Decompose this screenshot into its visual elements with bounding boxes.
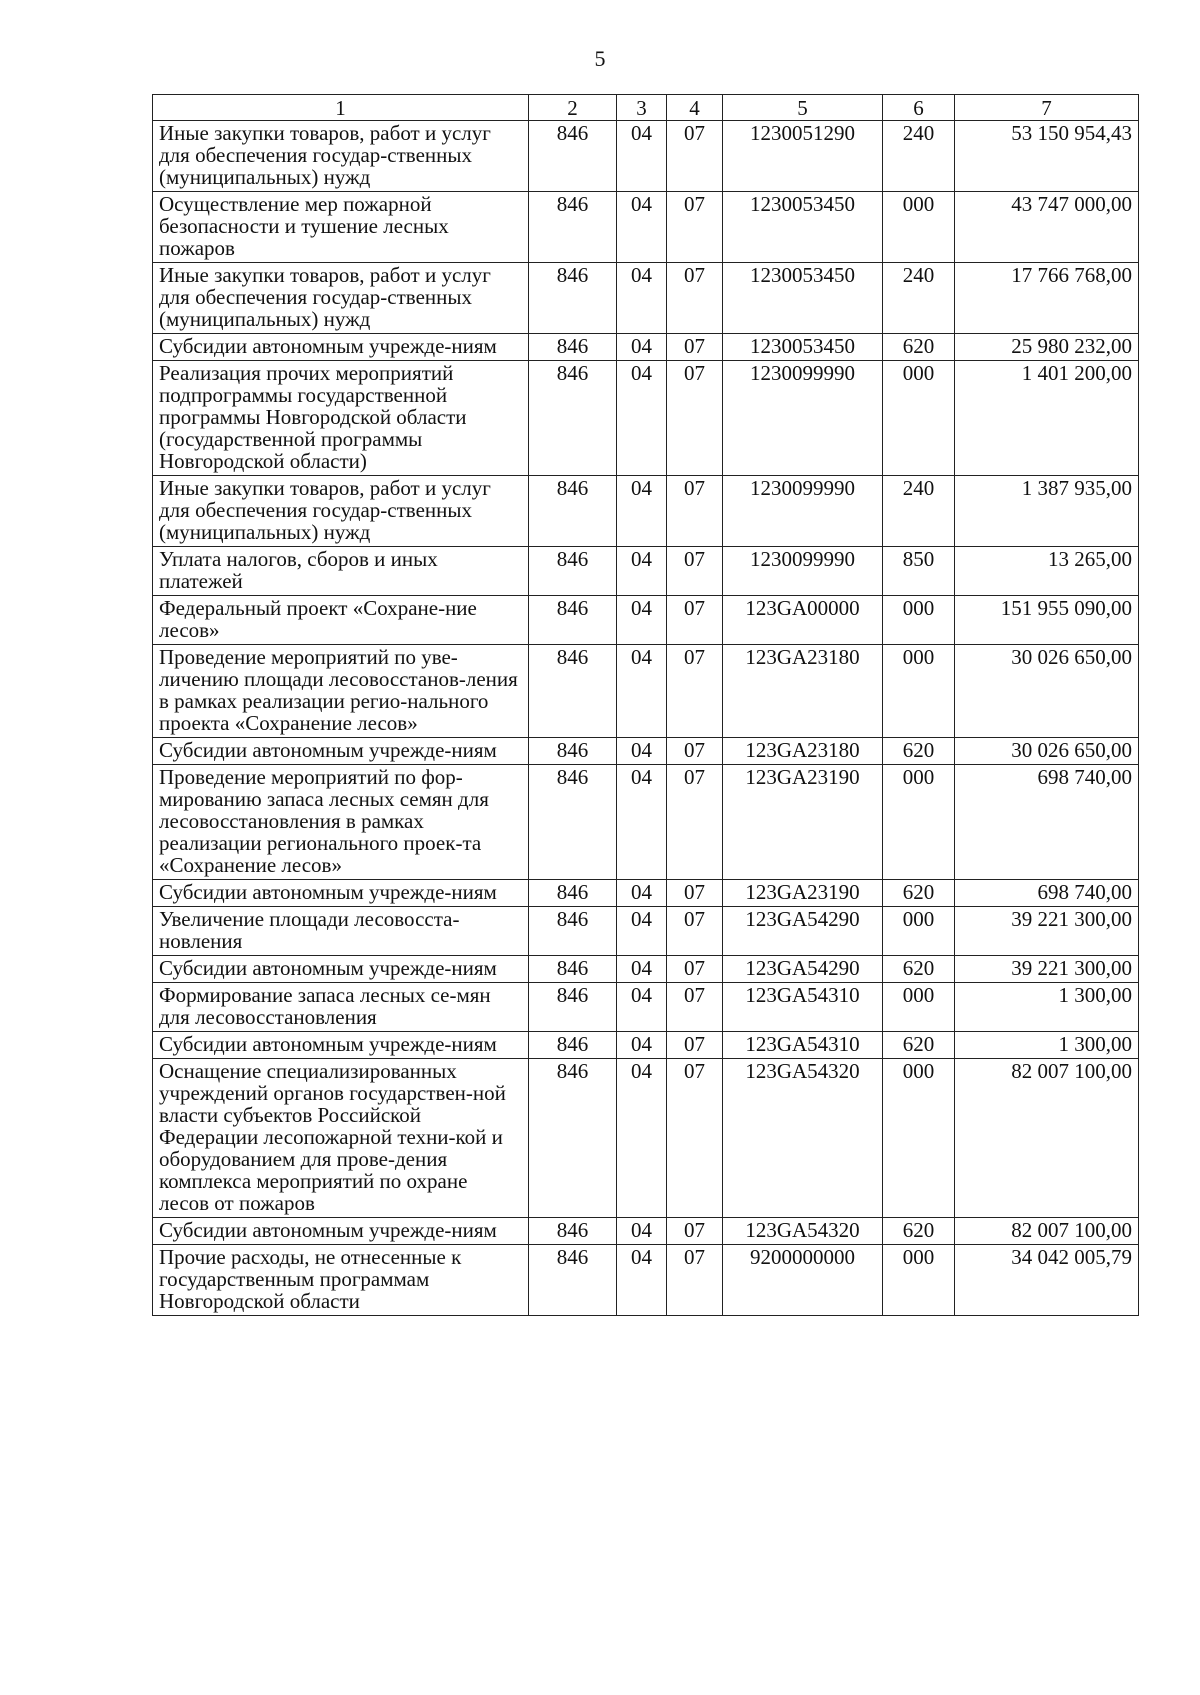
- section-code-cell: 04: [617, 983, 667, 1032]
- ministry-code-cell: 846: [529, 596, 617, 645]
- expense-type-cell: 850: [883, 547, 955, 596]
- expense-name-cell: Реализация прочих мероприятий подпрограммы государственной программы Новгородской области (государственной программы Новгородской области): [153, 361, 529, 476]
- amount-cell: 43 747 000,00: [955, 192, 1139, 263]
- expense-type-cell: 000: [883, 907, 955, 956]
- table-row: [153, 907, 1139, 956]
- expense-type-cell: 000: [883, 1059, 955, 1218]
- column-header: 4: [667, 95, 723, 121]
- expense-name-cell: Проведение мероприятий по уве-личению площади лесовосстанов-ления в рамках реализации регио-нального проекта «Сохранение лесов»: [153, 645, 529, 738]
- amount-cell: 53 150 954,43: [955, 121, 1139, 192]
- section-code-cell: 04: [617, 263, 667, 334]
- section-code-cell: 04: [617, 1059, 667, 1218]
- amount-cell: 13 265,00: [955, 547, 1139, 596]
- amount-cell: 1 300,00: [955, 1032, 1139, 1059]
- amount-cell: 25 980 232,00: [955, 334, 1139, 361]
- subsection-code-cell: 07: [667, 765, 723, 880]
- table-row: [153, 361, 1139, 476]
- expense-type-cell: 620: [883, 738, 955, 765]
- target-article-cell: 123GA00000: [723, 596, 883, 645]
- expense-type-cell: 620: [883, 1218, 955, 1245]
- section-code-cell: 04: [617, 907, 667, 956]
- section-code-cell: 04: [617, 192, 667, 263]
- expense-name-cell: Осуществление мер пожарной безопасности и тушение лесных пожаров: [153, 192, 529, 263]
- subsection-code-cell: 07: [667, 738, 723, 765]
- budget-table: [152, 94, 1139, 1316]
- subsection-code-cell: 07: [667, 121, 723, 192]
- table-row: [153, 765, 1139, 880]
- expense-name-cell: Проведение мероприятий по фор-мированию запаса лесных семян для лесовосстановления в рамках реализации регионального проек-та «Сохранение лесов»: [153, 765, 529, 880]
- amount-cell: 30 026 650,00: [955, 645, 1139, 738]
- expense-name-cell: Увеличение площади лесовосста-новления: [153, 907, 529, 956]
- section-code-cell: 04: [617, 738, 667, 765]
- amount-cell: 1 300,00: [955, 983, 1139, 1032]
- table-row: [153, 738, 1139, 765]
- ministry-code-cell: 846: [529, 192, 617, 263]
- ministry-code-cell: 846: [529, 907, 617, 956]
- ministry-code-cell: 846: [529, 765, 617, 880]
- subsection-code-cell: 07: [667, 192, 723, 263]
- section-code-cell: 04: [617, 765, 667, 880]
- target-article-cell: 123GA54320: [723, 1059, 883, 1218]
- subsection-code-cell: 07: [667, 956, 723, 983]
- table-row: [153, 983, 1139, 1032]
- subsection-code-cell: 07: [667, 1059, 723, 1218]
- target-article-cell: 1230099990: [723, 361, 883, 476]
- subsection-code-cell: 07: [667, 596, 723, 645]
- target-article-cell: 123GA54290: [723, 956, 883, 983]
- target-article-cell: 123GA54310: [723, 983, 883, 1032]
- section-code-cell: 04: [617, 596, 667, 645]
- table-row: [153, 334, 1139, 361]
- target-article-cell: 123GA54310: [723, 1032, 883, 1059]
- expense-type-cell: 000: [883, 983, 955, 1032]
- expense-name-cell: Субсидии автономным учрежде-ниям: [153, 956, 529, 983]
- column-header: 5: [723, 95, 883, 121]
- expense-type-cell: 000: [883, 361, 955, 476]
- table-row: [153, 956, 1139, 983]
- section-code-cell: 04: [617, 1218, 667, 1245]
- expense-name-cell: Субсидии автономным учрежде-ниям: [153, 1032, 529, 1059]
- section-code-cell: 04: [617, 334, 667, 361]
- subsection-code-cell: 07: [667, 983, 723, 1032]
- target-article-cell: 123GA54320: [723, 1218, 883, 1245]
- target-article-cell: 1230053450: [723, 334, 883, 361]
- target-article-cell: 123GA23180: [723, 738, 883, 765]
- table-row: [153, 1032, 1139, 1059]
- table-row: [153, 121, 1139, 192]
- amount-cell: 30 026 650,00: [955, 738, 1139, 765]
- ministry-code-cell: 846: [529, 547, 617, 596]
- expense-type-cell: 000: [883, 596, 955, 645]
- table-row: [153, 596, 1139, 645]
- expense-name-cell: Формирование запаса лесных се-мян для лесовосстановления: [153, 983, 529, 1032]
- ministry-code-cell: 846: [529, 1245, 617, 1316]
- ministry-code-cell: 846: [529, 645, 617, 738]
- table-row: [153, 880, 1139, 907]
- section-code-cell: 04: [617, 361, 667, 476]
- ministry-code-cell: 846: [529, 334, 617, 361]
- ministry-code-cell: 846: [529, 361, 617, 476]
- expense-name-cell: Иные закупки товаров, работ и услуг для обеспечения государ-ственных (муниципальных) нужд: [153, 263, 529, 334]
- section-code-cell: 04: [617, 1032, 667, 1059]
- expense-type-cell: 000: [883, 765, 955, 880]
- section-code-cell: 04: [617, 1245, 667, 1316]
- amount-cell: 82 007 100,00: [955, 1059, 1139, 1218]
- subsection-code-cell: 07: [667, 880, 723, 907]
- section-code-cell: 04: [617, 547, 667, 596]
- expense-type-cell: 240: [883, 263, 955, 334]
- target-article-cell: 1230051290: [723, 121, 883, 192]
- expense-name-cell: Оснащение специализированных учреждений органов государствен-ной власти субъектов Российской Федерации лесопожарной техни-кой и оборудованием для прове-дения комплекса мероприятий по охране лесов от пожаров: [153, 1059, 529, 1218]
- expense-name-cell: Иные закупки товаров, работ и услуг для обеспечения государ-ственных (муниципальных) нужд: [153, 121, 529, 192]
- target-article-cell: 123GA54290: [723, 907, 883, 956]
- subsection-code-cell: 07: [667, 645, 723, 738]
- expense-name-cell: Субсидии автономным учрежде-ниям: [153, 880, 529, 907]
- subsection-code-cell: 07: [667, 476, 723, 547]
- section-code-cell: 04: [617, 880, 667, 907]
- column-header: 7: [955, 95, 1139, 121]
- amount-cell: 34 042 005,79: [955, 1245, 1139, 1316]
- target-article-cell: 1230053450: [723, 263, 883, 334]
- table-row: [153, 1245, 1139, 1316]
- column-header: 1: [153, 95, 529, 121]
- expense-name-cell: Субсидии автономным учрежде-ниям: [153, 738, 529, 765]
- subsection-code-cell: 07: [667, 907, 723, 956]
- ministry-code-cell: 846: [529, 956, 617, 983]
- table-row: [153, 1059, 1139, 1218]
- expense-name-cell: Субсидии автономным учрежде-ниям: [153, 334, 529, 361]
- expense-type-cell: 240: [883, 476, 955, 547]
- subsection-code-cell: 07: [667, 1218, 723, 1245]
- amount-cell: 698 740,00: [955, 765, 1139, 880]
- ministry-code-cell: 846: [529, 880, 617, 907]
- table-row: [153, 476, 1139, 547]
- table-row: [153, 645, 1139, 738]
- subsection-code-cell: 07: [667, 1032, 723, 1059]
- amount-cell: 1 387 935,00: [955, 476, 1139, 547]
- target-article-cell: 9200000000: [723, 1245, 883, 1316]
- target-article-cell: 1230099990: [723, 547, 883, 596]
- subsection-code-cell: 07: [667, 547, 723, 596]
- table-row: [153, 1218, 1139, 1245]
- target-article-cell: 123GA23190: [723, 765, 883, 880]
- section-code-cell: 04: [617, 476, 667, 547]
- expense-type-cell: 000: [883, 1245, 955, 1316]
- section-code-cell: 04: [617, 956, 667, 983]
- column-header: 6: [883, 95, 955, 121]
- subsection-code-cell: 07: [667, 361, 723, 476]
- expense-name-cell: Уплата налогов, сборов и иных платежей: [153, 547, 529, 596]
- expense-type-cell: 000: [883, 192, 955, 263]
- expense-type-cell: 000: [883, 645, 955, 738]
- column-header: 2: [529, 95, 617, 121]
- expense-type-cell: 620: [883, 956, 955, 983]
- amount-cell: 39 221 300,00: [955, 956, 1139, 983]
- ministry-code-cell: 846: [529, 121, 617, 192]
- section-code-cell: 04: [617, 645, 667, 738]
- table-row: [153, 263, 1139, 334]
- table-header-row: [153, 95, 1139, 121]
- ministry-code-cell: 846: [529, 983, 617, 1032]
- target-article-cell: 123GA23190: [723, 880, 883, 907]
- amount-cell: 17 766 768,00: [955, 263, 1139, 334]
- ministry-code-cell: 846: [529, 263, 617, 334]
- expense-type-cell: 620: [883, 334, 955, 361]
- target-article-cell: 1230099990: [723, 476, 883, 547]
- column-header: 3: [617, 95, 667, 121]
- page-number: 5: [594, 46, 606, 71]
- table-row: [153, 547, 1139, 596]
- amount-cell: 1 401 200,00: [955, 361, 1139, 476]
- expense-name-cell: Субсидии автономным учрежде-ниям: [153, 1218, 529, 1245]
- expense-type-cell: 620: [883, 880, 955, 907]
- expense-type-cell: 240: [883, 121, 955, 192]
- target-article-cell: 1230053450: [723, 192, 883, 263]
- subsection-code-cell: 07: [667, 263, 723, 334]
- expense-type-cell: 620: [883, 1032, 955, 1059]
- section-code-cell: 04: [617, 121, 667, 192]
- subsection-code-cell: 07: [667, 1245, 723, 1316]
- ministry-code-cell: 846: [529, 1059, 617, 1218]
- amount-cell: 82 007 100,00: [955, 1218, 1139, 1245]
- amount-cell: 698 740,00: [955, 880, 1139, 907]
- amount-cell: 151 955 090,00: [955, 596, 1139, 645]
- subsection-code-cell: 07: [667, 334, 723, 361]
- ministry-code-cell: 846: [529, 476, 617, 547]
- expense-name-cell: Федеральный проект «Сохране-ние лесов»: [153, 596, 529, 645]
- expense-name-cell: Иные закупки товаров, работ и услуг для обеспечения государ-ственных (муниципальных) нужд: [153, 476, 529, 547]
- target-article-cell: 123GA23180: [723, 645, 883, 738]
- expense-name-cell: Прочие расходы, не отнесенные к государственным программам Новгородской области: [153, 1245, 529, 1316]
- ministry-code-cell: 846: [529, 1218, 617, 1245]
- amount-cell: 39 221 300,00: [955, 907, 1139, 956]
- table-row: [153, 192, 1139, 263]
- ministry-code-cell: 846: [529, 1032, 617, 1059]
- ministry-code-cell: 846: [529, 738, 617, 765]
